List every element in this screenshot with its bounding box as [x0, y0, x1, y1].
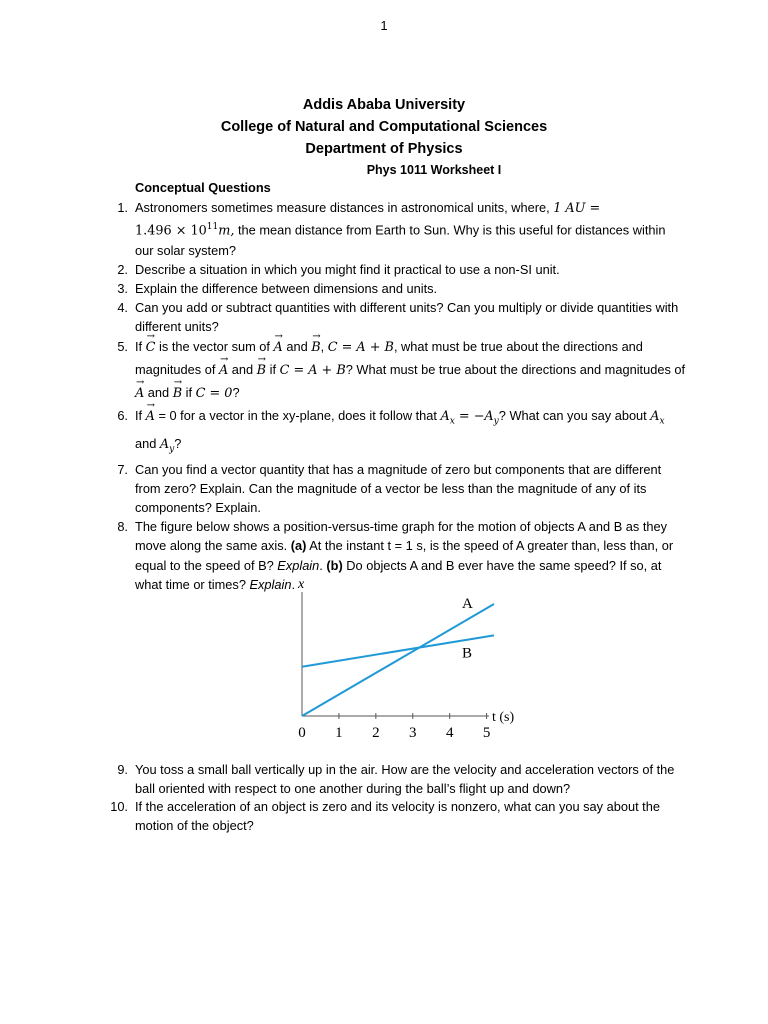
position-time-graph — [284, 574, 524, 746]
question-text: if — [266, 362, 280, 378]
question-text: and — [228, 362, 257, 378]
question-text: Can you add or subtract quantities with different units? Can you multiply or divide quantities with different units? — [135, 299, 679, 334]
question-text: is the vector sum of — [155, 339, 274, 355]
question-text: and — [144, 385, 173, 401]
section-title: Conceptual Questions — [135, 180, 271, 195]
vector-symbol: → A — [274, 337, 283, 359]
math-expression: $A_y$ — [159, 436, 175, 455]
question-text: Explain the difference between dimensions and units. — [135, 280, 438, 296]
series-label-A: A — [462, 596, 473, 612]
question-text: Astronomers sometimes measure distances in astronomical units, where, — [135, 200, 554, 216]
series-label-B: B — [462, 645, 473, 662]
question-number: 3. — [117, 280, 128, 296]
question-text: Describe a situation in which you might find it practical to use a non-SI unit. — [135, 261, 560, 277]
questions-block — [106, 178, 686, 594]
math-expression: m, — [218, 223, 235, 239]
college-name: College of Natural and Computational Sciences — [220, 119, 548, 135]
question-text: , — [320, 339, 328, 355]
university-name: Addis Ababa University — [302, 97, 466, 113]
y-axis-label: x — [298, 577, 305, 592]
math-expression: C = A + B — [279, 363, 346, 379]
question-5 — [106, 336, 686, 405]
chart-svg — [284, 574, 524, 746]
question-text: ? — [174, 435, 182, 451]
question-text: . — [291, 576, 296, 592]
math-expression: 1.496 × 10 — [135, 223, 207, 239]
question-text: The figure below shows a position-versus-time graph for the motion of objects A and B as they move along the same axis. — [135, 519, 668, 554]
question-number: 2. — [117, 261, 128, 277]
question-10 — [106, 798, 686, 835]
question-number: 10. — [110, 799, 128, 814]
department-name: Department of Physics — [305, 141, 463, 157]
question-number: 6. — [117, 408, 128, 424]
question-7 — [106, 460, 686, 517]
vector-symbol: → B — [257, 360, 266, 382]
question-text: ? What can you say about — [498, 408, 651, 424]
vector-symbol: → B — [311, 337, 320, 359]
x-tick-label: 0 — [298, 725, 306, 741]
question-text: if — [182, 385, 196, 401]
math-expression: $A_x = -A_y$ — [440, 409, 499, 427]
question-text: the mean distance from Earth to Sun. Why is this useful for distances within our solar system? — [135, 222, 666, 258]
math-expression: C = 0 — [195, 386, 233, 402]
vector-symbol: → A — [219, 360, 228, 382]
question-text: = 0 for a vector in the xy-plane, does it follow that — [154, 408, 441, 424]
question-number: 5. — [117, 339, 128, 355]
vector-symbol: → B — [173, 383, 182, 405]
question-3 — [106, 279, 686, 298]
question-text: Can you find a vector quantity that has a magnitude of zero but components that are different from zero? Explain. Can the magnitude of a vector be less than the magnitude of any of its components? Explain. — [135, 462, 662, 516]
math-expression: 1 AU = — [553, 201, 601, 217]
question-text: and — [282, 339, 312, 355]
question-6 — [106, 405, 686, 460]
question-text: If the acceleration of an object is zero and its velocity is nonzero, what can you say about the motion of the object? — [135, 799, 660, 833]
question-number: 4. — [117, 299, 128, 315]
question-text: If — [135, 339, 146, 355]
question-text: and — [135, 435, 160, 451]
part-label: (b) — [326, 557, 343, 573]
question-1 — [106, 198, 686, 260]
question-number: 1. — [117, 200, 128, 216]
page-number: 1 — [380, 18, 388, 33]
x-tick-label: 5 — [482, 725, 491, 741]
x-tick-label: 2 — [372, 725, 380, 741]
question-number: 8. — [117, 519, 128, 535]
course-title: Phys 1011 Worksheet I — [366, 163, 502, 177]
question-list — [106, 198, 686, 594]
question-text: ? — [232, 385, 240, 401]
question-list-2 — [106, 761, 686, 835]
question-text: ? What must be true about the directions and magnitudes of — [345, 362, 686, 378]
question-text: At the instant t = 1 s, is the speed of A greater than, less than, or equal to the speed of B? — [135, 538, 674, 573]
question-9 — [106, 761, 686, 798]
vector-symbol: → A — [146, 406, 155, 428]
x-tick-label: 1 — [335, 725, 343, 741]
question-text: You toss a small ball vertically up in the air. How are the velocity and acceleration vectors of the ball oriented with respect to one another during the ball’s flight up and down? — [135, 762, 675, 796]
question-number: 7. — [117, 462, 128, 478]
question-text: Do objects A and B ever have the same speed? If so, at what time or times? — [135, 557, 662, 592]
question-number: 9. — [117, 762, 128, 777]
x-tick-label: 3 — [409, 725, 417, 741]
document-header — [0, 94, 768, 179]
part-label: (a) — [290, 538, 307, 554]
questions-block-2 — [106, 761, 686, 835]
series-lines — [302, 596, 494, 716]
x-tick-label: 4 — [445, 725, 454, 741]
vector-symbol: → A — [135, 383, 144, 405]
question-4 — [106, 298, 686, 336]
math-expression: $A_x$ — [650, 409, 665, 427]
x-ticks — [298, 713, 490, 741]
vector-symbol: → C — [146, 337, 156, 359]
question-text: . — [319, 557, 327, 573]
x-axis-label: t (s) — [492, 710, 515, 725]
question-text: If — [135, 408, 146, 424]
question-text: , what must be true about the directions and magnitudes of — [135, 339, 643, 378]
math-exponent: 11 — [206, 222, 219, 233]
explain-prompt: Explain — [249, 576, 292, 592]
question-2 — [106, 260, 686, 279]
explain-prompt: Explain — [277, 557, 320, 573]
math-expression: C = A + B — [327, 340, 394, 356]
